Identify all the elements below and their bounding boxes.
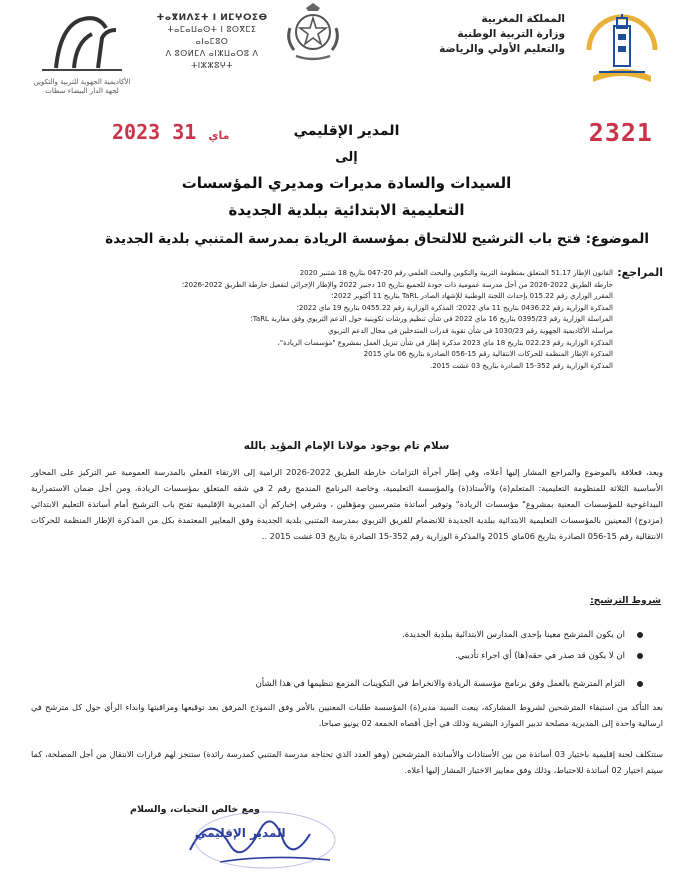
ministry-line-3: والتعليم الأولي والرياضة <box>439 43 565 55</box>
body-paragraph-3: ستتكلف لجنة إقليمية باختيار 03 أساتذة من بين الأستاذات والأساتذة المترشحين (وهو العدد الذي تحتاجه مدرسة المتنبي كمدرسة رائدة) ستنجز لهم قرارات الانتقال من أجل المصلحة، كما سيتم اختيار 02 أساتذة للاحتياط، وذلك وفق معايير الاختيار المشار إليها أعلاه. <box>31 749 663 775</box>
academy-caption-line-2: لجهة الدار البيضاء سطات <box>45 87 119 95</box>
to-label: إلى <box>335 150 358 165</box>
academy-caption-line-1: الأكاديمية الجهوية للتربية والتكوين <box>33 78 131 86</box>
condition-text: ان يكون المترشح معينا بإحدى المدارس الابتدائية ببلدية الجديدة. <box>402 630 625 640</box>
tifinagh-line-2: ⵜⴰⵎⴰⵡⴰⵙⵜ ⵏ ⵓⵙⴳⵎⵉ ⴰⵏⴰⵎⵓⵔ <box>167 25 257 46</box>
condition-text: ان لا يكون قد صدر في حقه(ها) أي اجراء تأديبي. <box>455 651 625 661</box>
reference-item: المقرر الوزاري رقم 015.22 بإحداث اللجنة الوطنية للإشهاد الصادر TaRL بتاريخ 11 أكتوبر 2022؛ <box>331 292 613 301</box>
tifinagh-header <box>152 12 272 72</box>
bullet-icon <box>637 653 643 659</box>
reference-item: المذكرة الإطار المنظمة للحركات الانتقالية رقم 15-056 الصادرة بتاريخ 06 ماي 2015 <box>363 350 613 359</box>
academy-logo <box>36 8 128 74</box>
recipient-line-2: التعليمية الابتدائية ببلدية الجديدة <box>228 201 465 219</box>
date-stamp-day: 31 <box>172 120 197 144</box>
signature-role: المدير الإقليمي <box>195 826 286 840</box>
references-title: المراجع: <box>617 266 663 279</box>
condition-item <box>63 649 643 663</box>
academy-caption <box>22 78 142 96</box>
conditions-title: شروط الترشيح: <box>590 596 661 606</box>
subject-line: الموضوع: فتح باب الترشيح للالتحاق بمؤسسة الريادة بمدرسة المتنبي بلدية الجديدة <box>105 231 649 247</box>
reference-item: المذكرة الوزارية رقم 0436.22 بتاريخ 11 ماي 2022؛ المذكرة الوزارية رقم 0455.22 بتاريخ 19 ماي 2022؛ <box>296 303 613 312</box>
ministry-line-1: المملكة المغربية <box>481 13 565 25</box>
reference-item: القانون الإطار 51.17 المتعلق بمنظومة التربية والتكوين والبحث العلمي رقم 20-047 بتاريخ 18 شتنبر 2020 <box>299 269 613 277</box>
reference-item: المراسلة الوزارية رقم 0395/23 بتاريخ 16 ماي 2022 في شأن تنظيم ورشات تكوينية حول الدعم التربوي وفق مقاربة TaRL؛ <box>250 315 613 324</box>
reference-item: المذكرة الوزارية رقم 022.23 بتاريخ 18 ماي 2023 مذكرة إطار في شأن تنزيل العمل بمشروع "مؤسسات الريادة"، <box>277 338 613 347</box>
condition-item <box>63 628 643 642</box>
tifinagh-line-1: ⵜⴰⴳⵍⴷⵉⵜ ⵏ ⵍⵎⵖⵔⵉⴱ <box>156 13 268 23</box>
greeting: سلام تام بوجود مولانا الإمام المؤيد بالله <box>243 440 450 452</box>
date-stamp-month: ماي <box>208 129 230 142</box>
royal-emblem-icon <box>282 2 344 64</box>
tifinagh-line-3: ⴷ ⵓⵙⵍⵎⴷ ⴰⵏⵣⵡⴰⵔⵓ ⴷ ⵜⵏⵣⵣⵓⵖⵜ <box>165 49 259 70</box>
ministry-line-2: وزارة التربية الوطنية <box>457 28 565 40</box>
body-paragraph-1: وبعد، فعلاقة بالموضوع والمراجع المشار إليها أعلاه، وفي إطار أجرأة التزامات خارطة الطريق 2022-2026 الرامية إلى الارتقاء الفعلي بالمدرسة العمومية عبر التركيز على المحاور الأساسية الثلاثة للمنظومة التعليمية: المتعلم(ة) والأستاذ(ة) والمؤسسة التعليمية، وخاصة البرنامج المندمج رقم 2 في شقه المتعلق بمؤسسات الريادة، ومن أجل ضمان الاستمرارية البيداغوجية للمؤسسات المعنية بمشروع" مؤسسات الريادة" وتوفير أساتذة متمرسين ومؤهلين ، وشرفي إخباركم أن المديرية الإقليمية تفتح باب الترشيح أمام أساتذة التعليم الابتدائي (مزدوج) المعينين بالمؤسسات التعليمية الابتدائية ببلدية الجديدة للانضمام للفريق التربوي بمدرسة المتنبي بلدية الجديدة وفق المعايير المعتمدة بكل من المذكرة الإطار المنظمة للحركات الانتقالية رقم 15-056 الصادرة بتاريخ 06ماي 2015 والمذكرة الوزارية رقم 352-15 الصادرة بتاريخ 03 غشت 2015 .. <box>31 467 663 541</box>
ministry-header <box>395 12 565 57</box>
condition-item <box>63 677 643 691</box>
date-stamp-year: 2023 <box>112 120 161 144</box>
references-list <box>53 268 613 372</box>
reference-item: المذكرة الوزارية رقم 352-15 الصادرة بتاريخ 03 غشت 2015. <box>429 361 613 370</box>
bullet-icon <box>637 632 643 638</box>
recipient-line-1: السيدات والسادة مديرات ومديري المؤسسات <box>181 174 512 192</box>
condition-text: التزام المترشح بالعمل وفق برنامج مؤسسة الريادة والانخراط في التكوينات المزمع تنظيمها في هذا الشأن <box>255 679 625 689</box>
directorate-logo <box>581 10 663 92</box>
conditions-list <box>63 628 643 691</box>
closing-salutation: ومع خالص التحيات، والسلام <box>130 804 260 815</box>
sender-title: المدير الإقليمي <box>293 123 400 139</box>
reference-number-stamp: 2321 <box>588 118 653 147</box>
body-paragraph-2: بعد التأكد من استيفاء المترشحين لشروط المشاركة، يبعث السيد مدير(ة) المؤسسة طلبات المعنيين بالأمر وفق النموذج المرفق بعد توقيعها ومراقبتها وابداء الرأي حول كل مترشح في ارسالية واحدة إلى المديرية مصلحة تدبير الموارد البشرية وذلك في أجل أقصاه الجمعة 02 يونيو صباحا. <box>31 702 663 728</box>
reference-item: مراسلة الأكاديمية الجهوية رقم 1030/23 في شأن تقوية قدرات المتدخلين في مجال الدعم التربوي <box>328 326 613 335</box>
reference-item: خارطة الطريق 2022-2026 من أجل مدرسة عمومية ذات جودة للجميع بتاريخ 10 دجنبر 2022 والإطار الإجرائي لتفعيل خارطة الطريق 2022-2026؛ <box>181 280 613 289</box>
bullet-icon <box>637 681 643 687</box>
